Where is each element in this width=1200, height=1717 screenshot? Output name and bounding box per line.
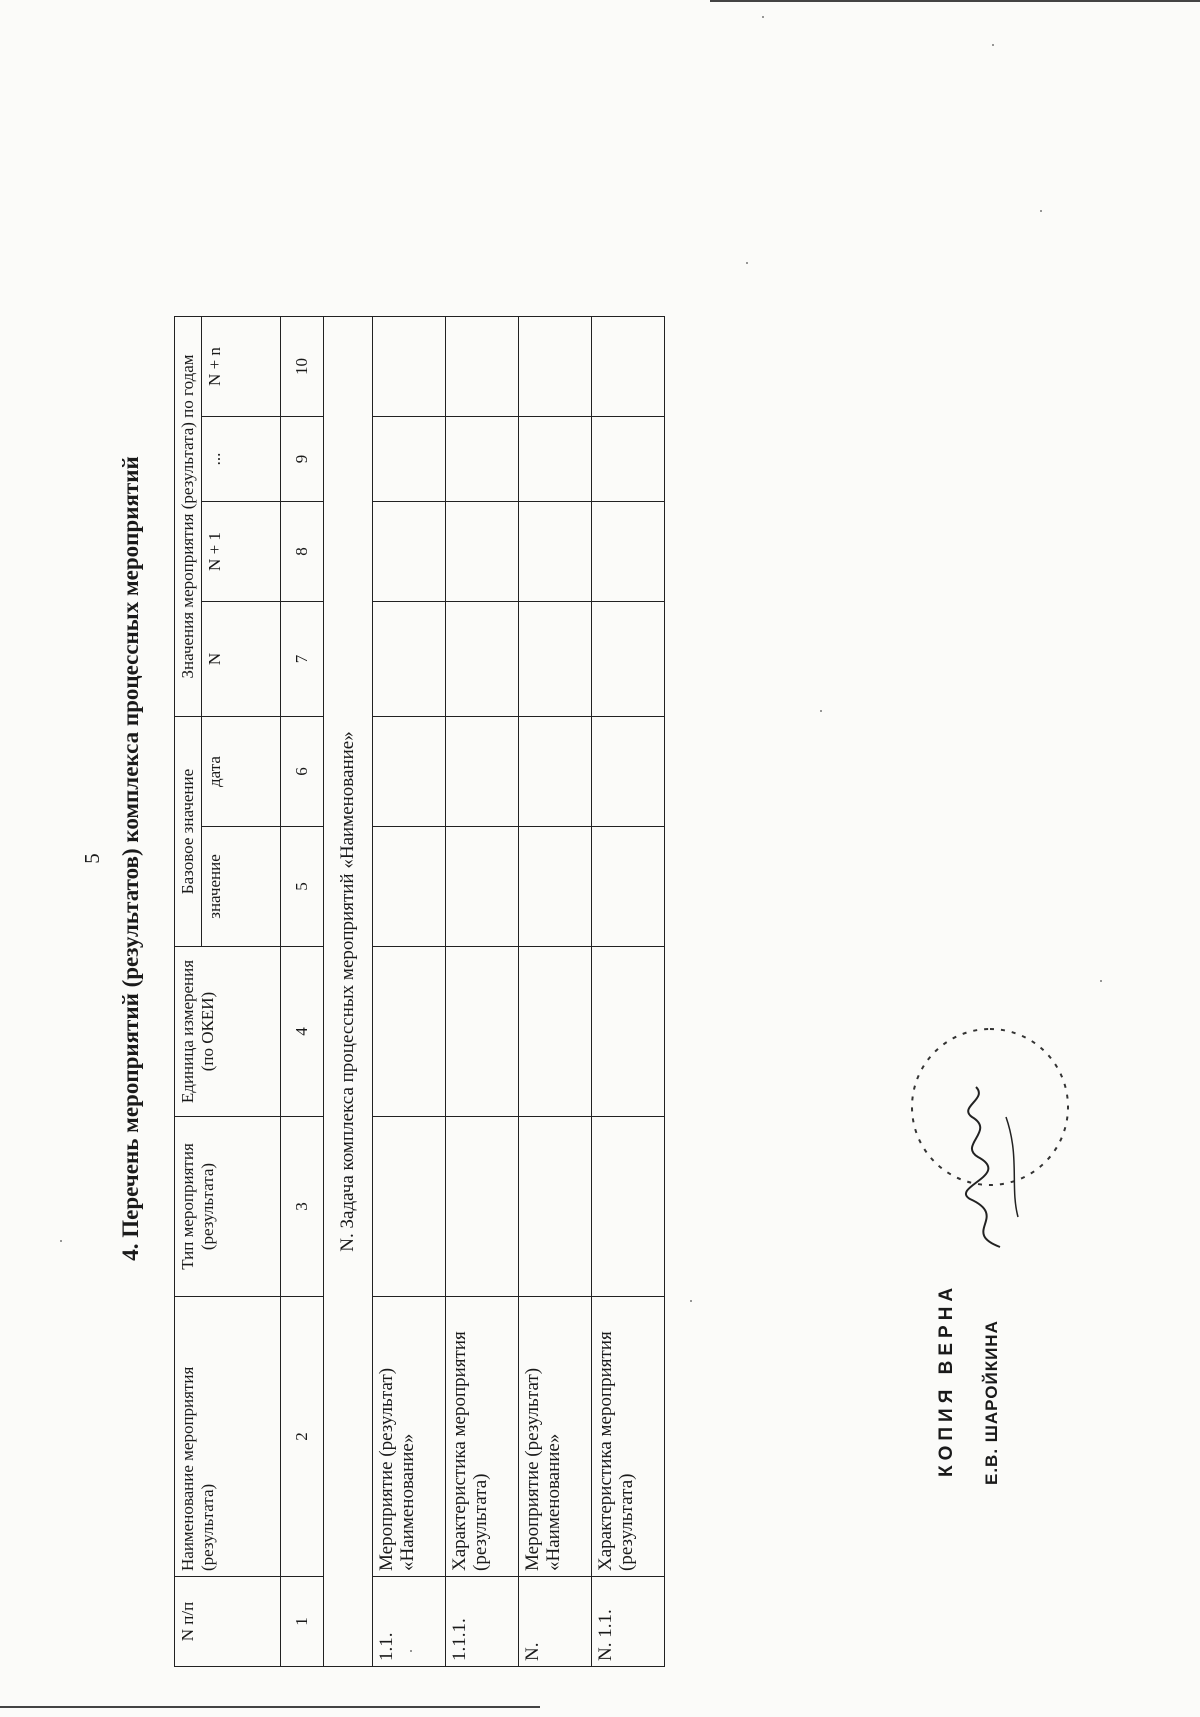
empty-cell: [372, 827, 445, 947]
column-number: 5: [280, 827, 323, 947]
empty-cell: [445, 602, 518, 717]
row-id: 1.1.1.: [445, 1577, 518, 1667]
empty-cell: [372, 1117, 445, 1297]
row-id: N.: [518, 1577, 591, 1667]
empty-cell: [372, 947, 445, 1117]
empty-cell: [591, 947, 664, 1117]
header-num: N п/п: [175, 1577, 281, 1667]
empty-cell: [591, 827, 664, 947]
empty-cell: [518, 417, 591, 502]
header-base-value: Базовое значение: [175, 717, 202, 947]
stamp-signer-name: Е.В. ШАРОЙКИНА: [982, 1320, 1001, 1485]
row-id: 1.1.: [372, 1577, 445, 1667]
stamp-copy-true-text: КОПИЯ ВЕРНА: [936, 1282, 957, 1477]
header-year-dots: ...: [201, 417, 280, 502]
table-row: [518, 317, 591, 1667]
header-unit: Единица измерения (по ОКЕИ): [175, 947, 281, 1117]
activities-table: [174, 316, 665, 1667]
empty-cell: [445, 827, 518, 947]
table-row: [591, 317, 664, 1667]
empty-cell: [518, 317, 591, 417]
empty-cell: [591, 717, 664, 827]
row-name: Характеристика мероприятия (результата): [591, 1297, 664, 1577]
empty-cell: [518, 502, 591, 602]
row-name: Мероприятие (результат) «Наименование»: [372, 1297, 445, 1577]
empty-cell: [518, 1117, 591, 1297]
column-number: 6: [280, 717, 323, 827]
column-number: 4: [280, 947, 323, 1117]
column-number: 9: [280, 417, 323, 502]
column-number: 8: [280, 502, 323, 602]
column-number: 10: [280, 317, 323, 417]
task-title: N. Задача комплекса процессных мероприятий «Наименование»: [323, 317, 372, 1667]
empty-cell: [591, 317, 664, 417]
header-year-n1: N + 1: [201, 502, 280, 602]
empty-cell: [445, 1117, 518, 1297]
seal-and-signature-graphic: [900, 997, 1120, 1517]
header-year-n: N: [201, 602, 280, 717]
empty-cell: [445, 717, 518, 827]
row-id: N. 1.1.: [591, 1577, 664, 1667]
empty-cell: [591, 502, 664, 602]
round-seal-icon: [912, 1029, 1068, 1185]
row-name: Характеристика мероприятия (результата): [445, 1297, 518, 1577]
empty-cell: [445, 417, 518, 502]
column-number: 3: [280, 1117, 323, 1297]
empty-cell: [372, 417, 445, 502]
empty-cell: [445, 502, 518, 602]
signature-underline-icon: [1006, 1117, 1018, 1217]
empty-cell: [591, 1117, 664, 1297]
column-number: 1: [280, 1577, 323, 1667]
empty-cell: [372, 502, 445, 602]
copy-certification-stamp: [900, 997, 1120, 1517]
empty-cell: [445, 317, 518, 417]
header-values-by-year: Значения мероприятия (результата) по годам: [175, 317, 202, 717]
table-row: [372, 317, 445, 1667]
signature-icon: [966, 1087, 1000, 1247]
header-name: Наименование мероприятия (результата): [175, 1297, 281, 1577]
empty-cell: [372, 602, 445, 717]
table-row: [445, 317, 518, 1667]
document-title: 4. Перечень мероприятий (результатов) комплекса процессных мероприятий: [118, 456, 143, 1261]
empty-cell: [518, 947, 591, 1117]
header-base-date-sub: дата: [201, 717, 280, 827]
task-row: [323, 317, 372, 1667]
empty-cell: [518, 717, 591, 827]
empty-cell: [591, 417, 664, 502]
header-row-groups: [175, 317, 202, 1667]
header-year-nn: N + n: [201, 317, 280, 417]
empty-cell: [591, 602, 664, 717]
empty-cell: [372, 717, 445, 827]
page-number: 5: [80, 853, 104, 864]
column-numbers-row: [280, 317, 323, 1667]
empty-cell: [518, 602, 591, 717]
header-type: Тип мероприятия (результата): [175, 1117, 281, 1297]
column-number: 2: [280, 1297, 323, 1577]
empty-cell: [445, 947, 518, 1117]
empty-cell: [372, 317, 445, 417]
empty-cell: [518, 827, 591, 947]
header-base-value-sub: значение: [201, 827, 280, 947]
row-name: Мероприятие (результат) «Наименование»: [518, 1297, 591, 1577]
column-number: 7: [280, 602, 323, 717]
